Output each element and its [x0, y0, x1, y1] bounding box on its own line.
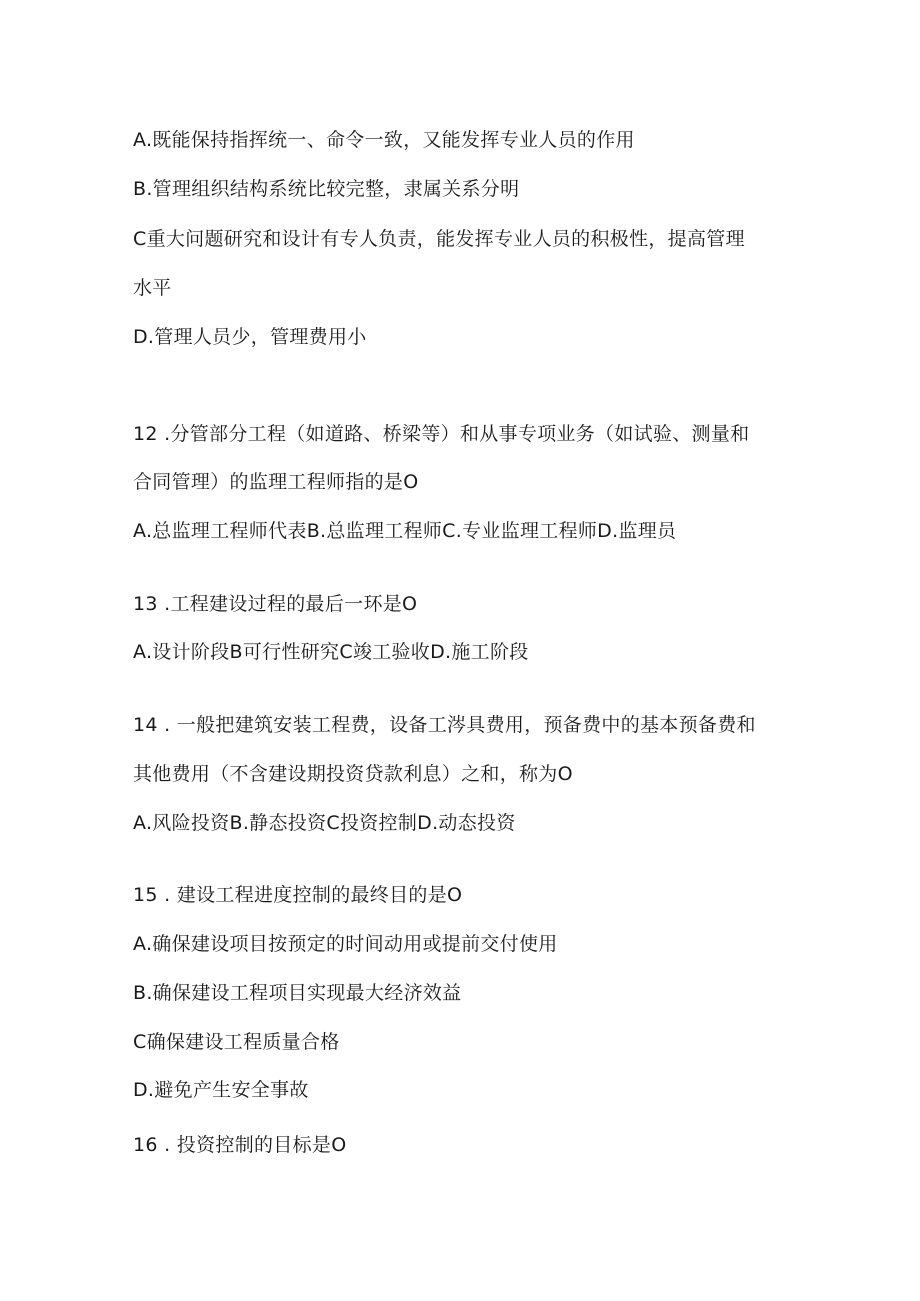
question-14: 14 . 一般把建筑安装工程费，设备工涔具费用，预备费中的基本预备费和	[133, 714, 756, 736]
question-12: 12 .分管部分工程（如道路、桥梁等）和从事专项业务（如试验、测量和	[133, 423, 750, 445]
option-line: C重大问题研究和设计有专人负责，能发挥专业人员的积极性，提高管理	[133, 228, 745, 250]
question-12-continuation: 合同管理）的监理工程师指的是O	[133, 471, 419, 493]
question-14-continuation: 其他费用（不含建设期投资贷款利息）之和，称为O	[133, 763, 573, 785]
option-line: A.既能保持指挥统一、命令一致，又能发挥专业人员的作用	[133, 129, 635, 151]
question-12-options: A.总监理工程师代表B.总监理工程师C.专业监理工程师D.监理员	[133, 520, 677, 542]
question-14-options: A.风险投资B.静态投资C投资控制D.动态投资	[133, 812, 516, 834]
question-15-option-b: B.确保建设工程项目实现最大经济效益	[133, 982, 462, 1004]
question-13: 13 .工程建设过程的最后一环是O	[133, 593, 418, 615]
question-15-option-a: A.确保建设项目按预定的时间动用或提前交付使用	[133, 933, 558, 955]
option-line: B.管理组织结构系统比较完整，隶属关系分明	[133, 178, 520, 200]
question-13-options: A.设计阶段B可行性研究C竣工验收D.施工阶段	[133, 641, 529, 663]
option-line-continuation: 水平	[133, 277, 172, 299]
question-15: 15 . 建设工程进度控制的最终目的是O	[133, 884, 463, 906]
option-line: D.管理人员少，管理费用小	[133, 326, 367, 348]
question-16: 16 . 投资控制的目标是O	[133, 1134, 347, 1156]
question-15-option-c: C确保建设工程质量合格	[133, 1031, 340, 1053]
question-15-option-d: D.避免产生安全事故	[133, 1079, 309, 1101]
